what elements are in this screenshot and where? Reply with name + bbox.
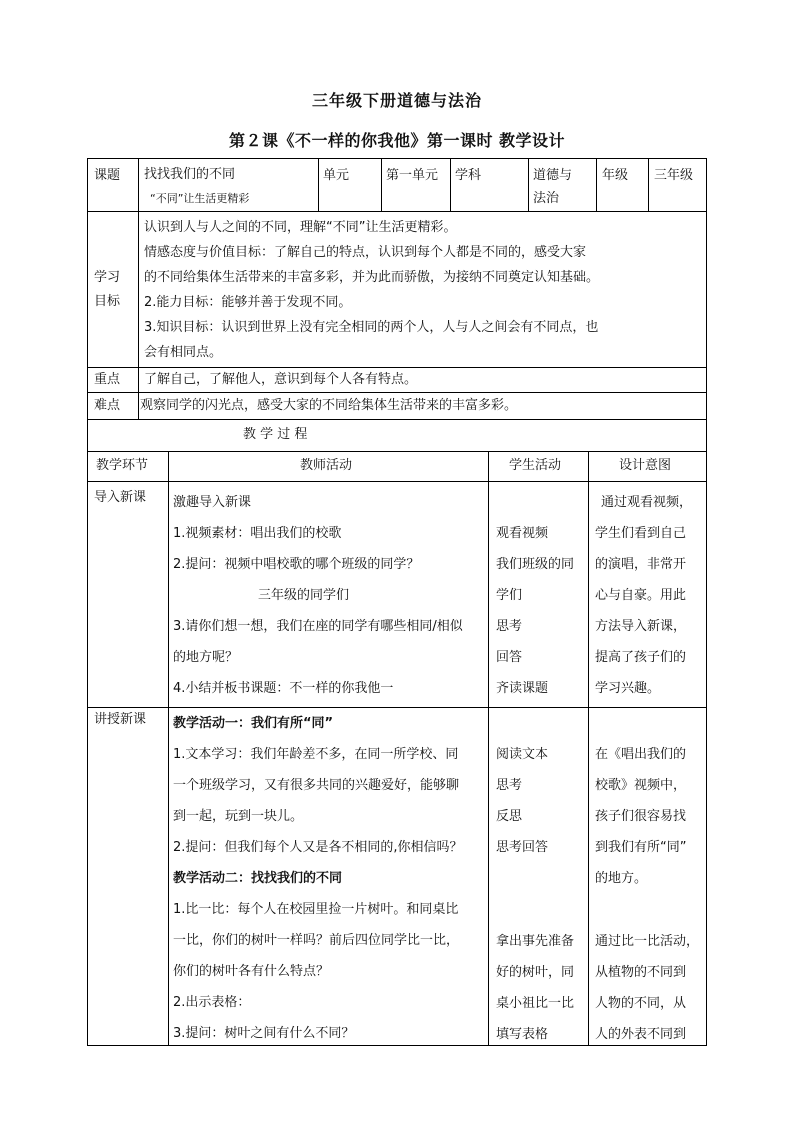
design-intent-line: 从植物的不同到 [595,965,687,980]
topic-key: 课题 [94,168,121,183]
teacher-activity-line: 3.提问：树叶之间有什么不同？ [173,1026,355,1041]
teacher-activity-line: 一比，你们的树叶一样吗？前后四位同学比一比， [173,933,460,948]
design-intent-line: 学习兴趣。 [595,681,661,696]
goal-line: 情感态度与价值目标：了解自己的特点，认识到每个人都是不同的，感受大家 [144,245,587,260]
teacher-activity-line: 的地方呢？ [173,650,239,665]
student-activity-line: 思考 [496,619,523,634]
teacher-activity-line: 一个班级学习，又有很多共同的兴趣爱好，能够聊 [173,778,460,793]
teacher-activity-line: 1.文本学习：我们年龄差不多，在同一所学校、同 [173,747,459,762]
goal-line: 的不同给集体生活带来的丰富多彩，并为此而骄傲，为接纳不同奠定认知基础。 [144,270,600,285]
design-intent-line: 的演唱，非常开 [595,557,687,572]
teacher-activity-line: 三年级的同学们 [258,588,350,603]
key-label: 重点 [94,372,121,387]
goals-label-2: 目标 [94,294,121,309]
design-intent-line: 通过比一比活动， [595,934,700,949]
design-intent-line: 心与自豪。用此 [595,588,687,603]
design-intent-line: 到我们有所“同” [595,840,687,855]
teacher-activity-line: 2.提问：但我们每个人又是各不相同的,你相信吗？ [173,840,463,855]
design-intent-line: 在《唱出我们的 [595,747,687,762]
teacher-activity-line: 教学活动二：找找我们的不同 [173,871,343,886]
student-activity-line: 填写表格 [496,1027,549,1042]
design-intent-line: 校歌》视频中， [595,778,687,793]
document-subtitle: 第２课《不一样的你我他》第一课时 教学设计 [228,131,566,150]
student-activity-line: 学们 [496,588,523,603]
unit-value: 第一单元 [386,168,439,183]
design-intent-line: 人的外表不同到 [595,1027,687,1042]
design-intent-line: 方法导入新课， [595,619,687,634]
design-intent-line: 提高了孩子们的 [595,650,687,665]
student-activity-line: 阅读文本 [496,747,549,762]
header-student: 学生活动 [509,458,562,473]
teacher-activity-line: 教学活动一：我们有所“同” [173,716,334,731]
teacher-activity-line: 到一起，玩到一块儿。 [173,809,304,824]
student-activity-line: 拿出事先准备 [496,934,575,949]
student-activity-line: 好的树叶，同 [496,965,575,980]
design-intent-line: 学生们看到自己 [595,526,687,541]
topic-line1: 找找我们的不同 [144,167,236,182]
student-activity-line: 思考 [496,778,523,793]
header-intent: 设计意图 [619,458,672,473]
design-intent-line: 通过观看视频， [601,495,693,510]
goals-label-1: 学习 [94,270,121,285]
difficulty-label: 难点 [94,398,121,413]
design-intent-line: 人物的不同，从 [595,996,687,1011]
grade-value: 三年级 [654,168,694,183]
student-activity-line: 思考回答 [496,840,549,855]
goal-line: 认识到人与人之间的不同，理解“不同”让生活更精彩。 [144,220,457,235]
student-activity-line: 观看视频 [496,526,549,541]
teacher-activity-line: 2.出示表格： [173,995,251,1010]
teacher-activity-line: 你们的树叶各有什么特点？ [173,964,330,979]
unit-key: 单元 [323,168,350,183]
key-text: 了解自己，了解他人，意识到每个人各有特点。 [144,372,418,387]
row1-stage: 导入新课 [94,490,147,505]
subject-line1: 道德与 [533,168,573,183]
goal-line: 3.知识目标：认识到世界上没有完全相同的两个人，人与人之间会有不同点，也 [144,320,599,335]
teacher-activity-line: 1.视频素材：唱出我们的校歌 [173,526,342,541]
goal-line: 2.能力目标：能够并善于发现不同。 [144,295,352,310]
subject-line2: 法治 [533,191,560,206]
student-activity-line: 反思 [496,809,523,824]
student-activity-line: 我们班级的同 [496,557,575,572]
teacher-activity-line: 2.提问：视频中唱校歌的哪个班级的同学？ [173,557,420,572]
design-intent-line: 孩子们很容易找 [595,809,687,824]
goal-line: 会有相同点。 [144,345,223,360]
student-activity-line: 齐读课题 [496,681,549,696]
header-stage: 教学环节 [96,458,149,473]
design-intent-line: 的地方。 [595,871,648,886]
topic-line2: “不同”让生活更精彩 [150,192,250,205]
student-activity-line: 回答 [496,650,523,665]
teacher-activity-line: 4.小结并板书课题：不一样的你我他一 [173,681,394,696]
grade-key: 年级 [602,168,629,183]
teacher-activity-line: 3.请你们想一想，我们在座的同学有哪些相同/相似 [173,619,463,634]
subject-key: 学科 [455,168,482,183]
difficulty-text: 观察同学的闪光点，感受大家的不同给集体生活带来的丰富多彩。 [140,398,518,413]
row2-stage: 讲授新课 [94,712,147,727]
document-title: 三年级下册道德与法治 [311,91,482,110]
header-teacher: 教师活动 [300,458,353,473]
student-activity-line: 桌小祖比一比 [496,996,575,1011]
process-title: 教 学 过 程 [243,427,308,442]
teacher-activity-line: 1.比一比：每个人在校园里捡一片树叶。和同桌比 [173,902,459,917]
teacher-activity-line: 激趣导入新课 [173,495,252,510]
